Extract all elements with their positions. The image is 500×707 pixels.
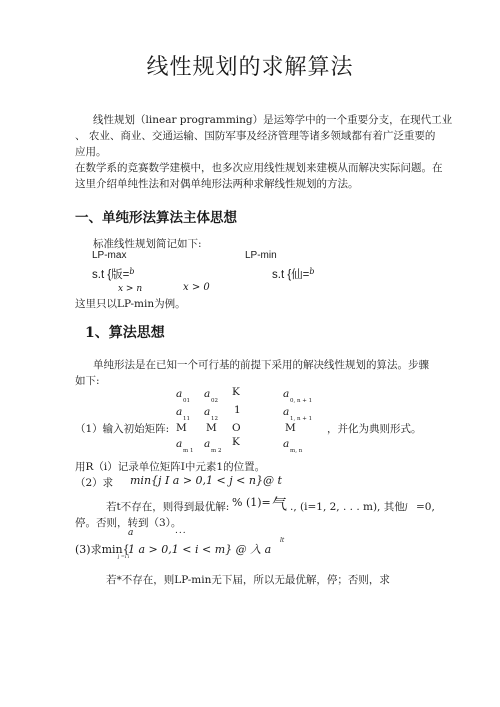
page-title: 线性规划的求解算法 <box>146 55 354 80</box>
matrix-r1-c1: a <box>176 388 183 400</box>
standard-form-label: 标准线性规划简记如下: <box>93 238 202 250</box>
step3-label: (3)求min{ <box>75 543 130 556</box>
matrix-r4-c4-sub: m, n <box>290 448 303 454</box>
step2-formula: % (1)= <box>232 496 271 509</box>
matrix-r2-c2: a <box>204 406 211 418</box>
intro2-line-2: 这里介绍单纯性法和对偶单纯形法两种求解线性规划的方法。 <box>75 178 359 190</box>
matrix-r2-c3: 1 <box>234 404 241 416</box>
step3-expression: 1 a > 0,1 < i < m} @ 入 a <box>128 543 272 556</box>
step2-j: j <box>405 502 408 511</box>
matrix-r2-c4-sub: 1, n + 1 <box>290 416 313 422</box>
matrix-r4-c3: K <box>232 436 240 448</box>
matrix-r2-c1: a <box>176 406 183 418</box>
intro-line-3: 应用。 <box>75 146 107 158</box>
section-heading-1: 一、单纯形法算法主体思想 <box>75 210 237 226</box>
step2-stop: 停。否则，转到（3）。 <box>75 517 182 529</box>
matrix-r2-c1-sub: 11 <box>183 416 190 422</box>
step3-a-top: a <box>128 528 134 538</box>
matrix-r1-c4: a <box>283 388 290 400</box>
step1-tail: ，并化为典则形式。 <box>327 423 422 435</box>
lp-min-label: LP-min <box>245 250 277 261</box>
matrix-r3-c2: M <box>206 422 217 434</box>
step3-sup: lt <box>280 537 285 544</box>
st-min-text: s.t {仙= <box>272 269 310 281</box>
only-min-note: 这里只以LP-min为例。 <box>75 298 186 310</box>
section-heading-2: 1、算法思想 <box>85 325 165 341</box>
record-line: 用R（i）记录单位矩阵I中元素1的位置。 <box>75 461 266 473</box>
lp-max-label: LP-max <box>92 250 127 261</box>
matrix-r3-c1: M <box>176 422 187 434</box>
algo-line-2: 如下: <box>75 375 100 387</box>
matrix-r3-c3: O <box>232 422 241 434</box>
nonneg-min: x > 0 <box>183 282 210 293</box>
matrix-r1-c2-sub: 02 <box>211 398 218 404</box>
matrix-r4-c1-sub: m 1 <box>183 448 194 454</box>
intro-line-1: 线性规划（linear programming）是运筹学中的一个重要分支，在现代工业 <box>93 114 453 126</box>
matrix-r1-c2: a <box>204 388 211 400</box>
matrix-r2-c4: a <box>283 406 290 418</box>
step2-tail: ., (i=1, 2, . . . m), 其他 <box>290 501 405 513</box>
step2-eq0: =0, <box>416 501 435 513</box>
matrix-r1-c3: K <box>232 386 240 398</box>
matrix-r2-c2-sub: 12 <box>211 416 218 422</box>
matrix-r3-c4: M <box>285 422 296 434</box>
matrix-r1-c4-sub: 0, n + 1 <box>290 398 313 404</box>
matrix-r4-c4: a <box>283 438 290 450</box>
matrix-r1-c1-sub: 01 <box>183 398 190 404</box>
step3-if: 若*不存在，则LP-min无下届，所以无最优解，停；否则，求 <box>106 574 390 586</box>
matrix-r4-c2-sub: m 2 <box>211 448 222 454</box>
step2-label: （2）求 <box>75 477 114 489</box>
st-min-b: b <box>309 267 315 276</box>
st-max-constraint <box>92 266 135 282</box>
matrix-r4-c2: a <box>204 438 211 450</box>
step2-expression: min{j I a > 0,1 < j < n}@ t <box>130 474 282 487</box>
st-max-text: s.t {版= <box>92 269 130 281</box>
step3-subscript: j =i i <box>118 555 129 560</box>
step2-if: 若t不存在，则得到最优解: <box>106 501 230 513</box>
st-max-b: b <box>129 267 135 276</box>
step3-dots: ... <box>175 526 187 536</box>
nonneg-max: x > n <box>118 284 143 294</box>
step1-label: （1）输入初始矩阵: <box>75 423 170 435</box>
st-min-constraint <box>272 266 315 282</box>
intro2-line-1: 在数学系的竞赛数学建模中，也多次应用线性规划来建模从而解决实际问题。在 <box>75 162 443 174</box>
algo-line-1: 单纯形法是在已知一个可行基的前提下采用的解决线性规划的算法。步骤 <box>93 359 429 371</box>
matrix-r4-c1: a <box>176 438 183 450</box>
step2-formula-glyph: 气 <box>272 495 288 513</box>
intro-line-2: 、 农业、商业、交通运输、国防军事及经济管理等诸多领域都有着广泛重要的 <box>75 130 436 142</box>
